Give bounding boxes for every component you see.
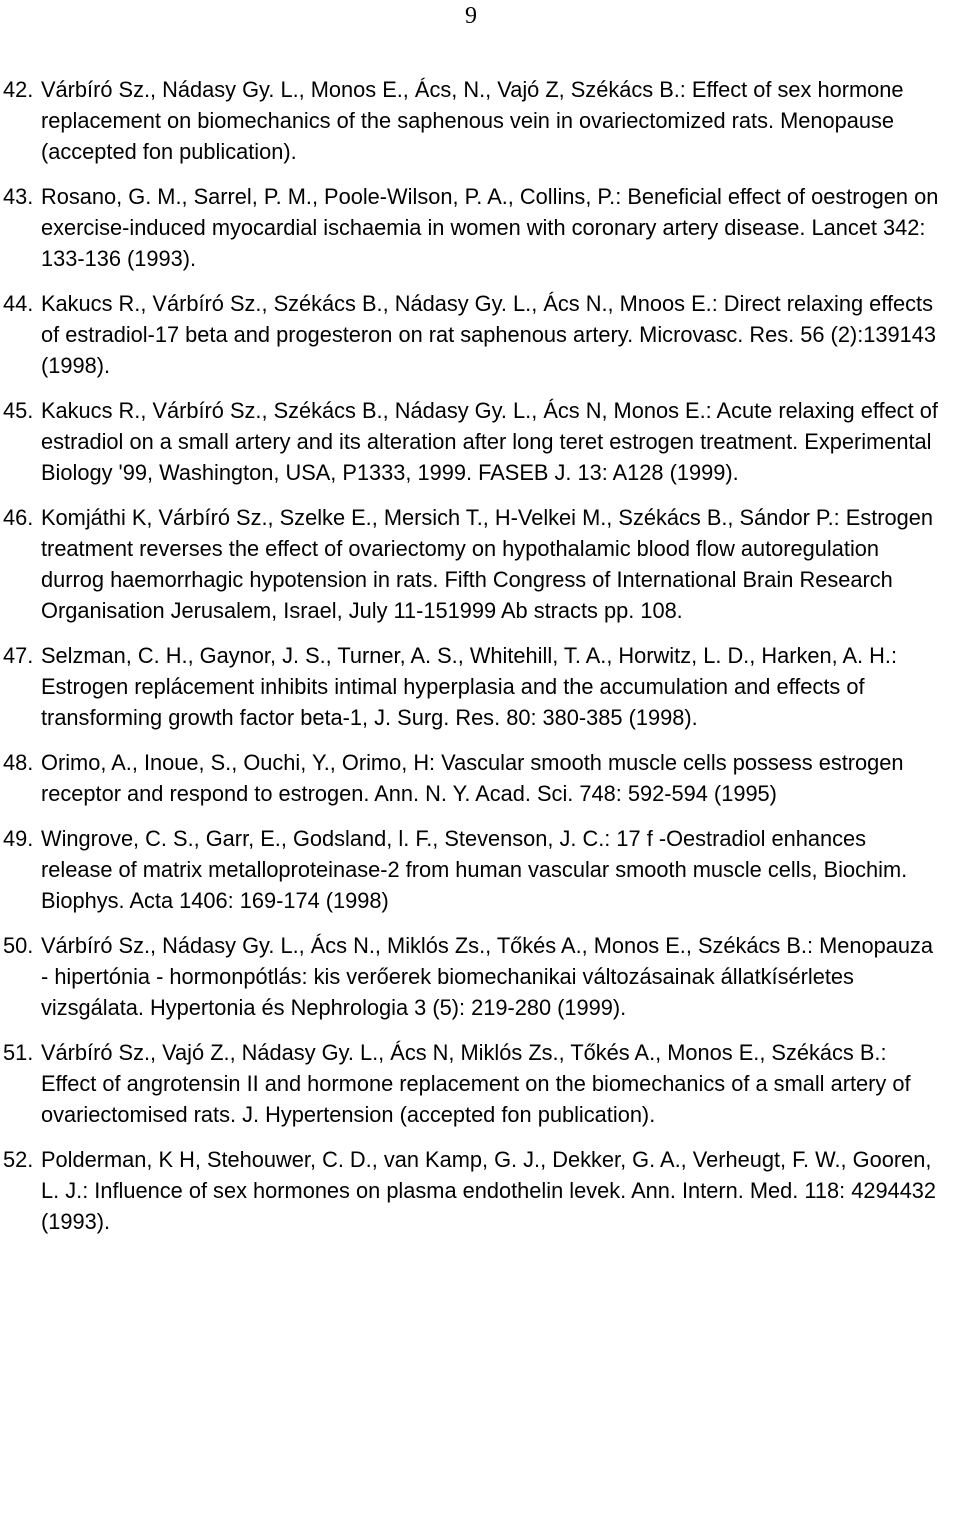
reference-item <box>0 288 960 381</box>
reference-number: 50. <box>3 933 34 958</box>
reference-text: Várbíró Sz., Vajó Z., Nádasy Gy. L., Ács N, Miklós Zs., Tőkés A., Monos E., Székács B.: Effect of angrotensin II and hormone replacement on the biomechanics of a small artery of ovariectomised rats. J. Hypertension (accepted fon publication). <box>41 1040 911 1127</box>
reference-number: 45. <box>3 398 34 423</box>
reference-text: Komjáthi K, Várbíró Sz., Szelke E., Mersich T., H-Velkei M., Székács B., Sándor P.: Estrogen treatment reverses the effect of ovariectomy on hypothalamic blood flow autoregulation durrog haemorrhagic hypotension in rats. Fifth Congress of International Brain Research Organisation Jerusalem, Israel, July 11-151999 Ab stracts pp. 108. <box>41 505 934 623</box>
reference-number: 43. <box>3 184 34 209</box>
reference-text: Rosano, G. M., Sarrel, P. M., Poole-Wilson, P. A., Collins, P.: Beneficial effect of oestrogen on exercise-induced myocardial ischaemia in women with coronary artery disease. Lancet 342: 133-136 (1993). <box>41 184 939 271</box>
reference-item <box>0 395 960 488</box>
reference-number: 48. <box>3 750 34 775</box>
reference-item <box>0 181 960 274</box>
reference-text: Várbíró Sz., Nádasy Gy. L., Monos E., Ács, N., Vajó Z, Székács B.: Effect of sex hormone replacement on biomechanics of the saphenous vein in ovariectomized rats. Menopause (accepted fon publication). <box>41 77 904 164</box>
reference-number: 49. <box>3 826 34 851</box>
reference-number: 42. <box>3 77 34 102</box>
reference-text: Várbíró Sz., Nádasy Gy. L., Ács N., Miklós Zs., Tőkés A., Monos E., Székács B.: Menopauza - hipertónia - hormonpótlás: kis verőerek biomechanikai változásainak állatkísérletes vizsgálata. Hypertonia és Nephrologia 3 (5): 219-280 (1999). <box>41 933 933 1020</box>
reference-list <box>0 74 960 1251</box>
reference-item <box>0 747 960 809</box>
reference-item <box>0 502 960 626</box>
reference-text: Kakucs R., Várbíró Sz., Székács B., Nádasy Gy. L., Ács N., Mnoos E.: Direct relaxing effects of estradiol-17 beta and progesteron on rat saphenous artery. Microvasc. Res. 56 (2):139143 (1998). <box>41 291 936 378</box>
reference-number: 46. <box>3 505 34 530</box>
reference-item <box>0 1144 960 1237</box>
reference-item <box>0 74 960 167</box>
reference-item <box>0 930 960 1023</box>
reference-number: 47. <box>3 643 34 668</box>
reference-text: Orimo, A., Inoue, S., Ouchi, Y., Orimo, H: Vascular smooth muscle cells possess estrogen receptor and respond to estrogen. Ann. N. Y. Acad. Sci. 748: 592-594 (1995) <box>41 750 904 806</box>
reference-text: Kakucs R., Várbíró Sz., Székács B., Nádasy Gy. L., Ács N, Monos E.: Acute relaxing effect of estradiol on a small artery and its alteration after long teret estrogen treatment. Experimental Biology '99, Washington, USA, P1333, 1999. FASEB J. 13: A128 (1999). <box>41 398 938 485</box>
reference-item <box>0 640 960 733</box>
reference-text: Wingrove, C. S., Garr, E., Godsland, l. F., Stevenson, J. C.: 17 f -Oestradiol enhances release of matrix metalloproteinase-2 from human vascular smooth muscle cells, Biochim. Biophys. Acta 1406: 169-174 (1998) <box>41 826 908 913</box>
reference-text: Polderman, K H, Stehouwer, C. D., van Kamp, G. J., Dekker, G. A., Verheugt, F. W., Gooren, L. J.: Influence of sex hormones on plasma endothelin levek. Ann. Intern. Med. 118: 4294432 (1993). <box>41 1147 937 1234</box>
page-number: 9 <box>465 3 477 29</box>
reference-number: 51. <box>3 1040 34 1065</box>
reference-item <box>0 1037 960 1130</box>
reference-item <box>0 823 960 916</box>
reference-number: 52. <box>3 1147 34 1172</box>
reference-number: 44. <box>3 291 34 316</box>
reference-text: Selzman, C. H., Gaynor, J. S., Turner, A. S., Whitehill, T. A., Horwitz, L. D., Harken, A. H.: Estrogen replácement inhibits intimal hyperplasia and the accumulation and effects of transforming growth factor beta-1, J. Surg. Res. 80: 380-385 (1998). <box>41 643 898 730</box>
